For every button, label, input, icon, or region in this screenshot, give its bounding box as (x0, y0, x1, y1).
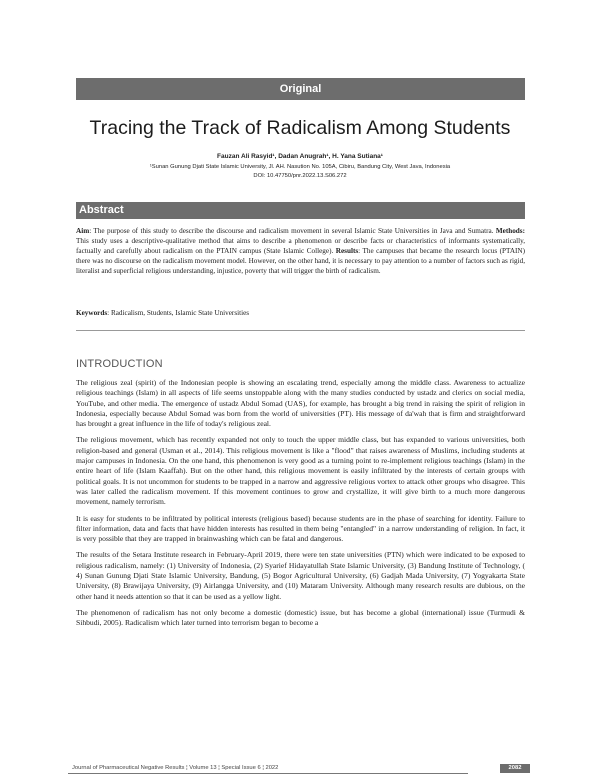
abstract-heading-bar (76, 202, 525, 219)
footer-citation (72, 764, 278, 773)
footer-separator: ¦ (218, 765, 220, 771)
abstract-heading: Abstract (79, 204, 124, 216)
section-label: Original (279, 83, 322, 95)
footer-issue: Special Issue 6 (221, 765, 261, 771)
page-number: 2082 (500, 764, 530, 773)
paragraph: The religious movement, which has recently expanded not only to touch the upper middle class, but has expanded to various universities, both religion-based and general (Usman et al., 2014). This religious movement is like a "flood" that raises awareness of Muslims, including students at major campuses in Indonesia. On the one hand, this phenomenon is very good as a turning point to re-implement religious teachings (Islam) in the entire heart of life (Islam Kaaffah). But on the other hand, this religious movement is easily infiltrated by the interests of certain groups with political goals. It is not uncommon for students to be trapped in a narrow and aggressive religious vortex to attack other groups who disagree. This was later called the radicalism movement. If this movement continues to grow and crystallize, it will give birth to a much more dangerous movement, namely terrorism. (76, 435, 525, 507)
paragraph: The religious zeal (spirit) of the Indonesian people is showing an escalating trend, especially among the middle class. Awareness to actualize religious teachings (Islam) in all aspects of life seems unstoppable along with the many studies conducted by ustadz and clerics on social media, YouTube, and other media. The emergence of ustadz Abdul Somad (UAS), for example, has brought a big trend in raising the spirit of religion in Indonesia, especially because Abdul Somad was born from the world of universities (PT). His message of da'wah that is firm and straightforward has brought a great influence in the life of today's religious zeal. (76, 378, 525, 429)
aim-text: : The purpose of this study to describe the discourse and radicalism movement in several Islamic State Universities in Java and Sumatra. (89, 227, 494, 235)
section-banner (76, 78, 525, 100)
footer-year: 2022 (265, 765, 279, 771)
results-text: : The campuses that became the research locus (PTAIN) there was no discourse on the radicalism movement model. However, on the other hand, it is necessary to pay attention to a number of factors such as rigid, literalist and superficial religious understanding, injustice, poverty that will trigger the birth of radicalism. (76, 247, 525, 275)
footer-journal: Journal of Pharmaceutical Negative Results (72, 765, 185, 771)
paragraph: The phenomenon of radicalism has not only become a domestic (domestic) issue, but has become a global (international) issue (Turmudi & Sihbudi, 2005). Radicalism which later turned into terrorism began to become a (76, 607, 525, 628)
methods-label: Methods: (495, 227, 525, 235)
results-label: Results (335, 247, 359, 255)
paragraph: The results of the Setara Institute research in February-April 2019, there were ten state universities (PTN) which were indicated to be exposed to religious radicalism, namely: (1) University of Indonesia, (2) Syarief Hidayatullah State Islamic University, (3) Bandung Institute of Technology, ( 4) Sunan Gunung Djati State Islamic University, Bandung, (5) Bogor Agricultural University, (6) Gadjah Mada University, (7) Yogyakarta State University, (8) Brawijaya University, (9) Airlangga University, and (10) Mataram University. Although many research results are dubious, on the other hand it needs attention so that it can be used as a yellow light. (76, 550, 525, 601)
author-affiliation: ¹Sunan Gunung Djati State Islamic University, Jl. AH. Nasution No. 105A, Cibiru, Bandung City, West Java, Indonesia (149, 164, 451, 170)
introduction-heading: INTRODUCTION (76, 358, 163, 370)
footer-separator: ¦ (262, 765, 264, 771)
paragraph: It is easy for students to be infiltrated by political interests (religious based) because students are in the phase of searching for identity. Failure to filter information, data and facts that have hidden interests has resulted in them being "entangled" in a narrow understanding of religion. In fact, it is very possible that they are trapped in brainwashing which can be fatal and dangerous. (76, 513, 525, 544)
section-divider (76, 330, 525, 331)
keywords-label: Keywords (76, 309, 108, 317)
article-title: Tracing the Track of Radicalism Among Students (89, 117, 511, 139)
author-list: Fauzan Ali Rasyid¹, Dadan Anugrah¹, H. Yana Sutiana¹ (217, 153, 383, 160)
keywords (76, 309, 525, 317)
methods-text: This study uses a descriptive-qualitative method that aims to describe a phenomenon or describe facts or characteristics of informants systematically, factually and carefully about radicalism on the PTAIN campus (State Islamic College). (76, 237, 525, 255)
keywords-text: : Radicalism, Students, Islamic State Universities (107, 309, 250, 317)
footer-separator: ¦ (186, 765, 188, 771)
introduction-body (76, 378, 525, 635)
doi-link[interactable]: DOI: 10.47750/pnr.2022.13.S06.272 (253, 173, 347, 179)
abstract-body (76, 226, 525, 276)
footer-volume: Volume 13 (189, 765, 217, 771)
aim-label: Aim (76, 227, 90, 235)
page-footer (68, 764, 530, 774)
